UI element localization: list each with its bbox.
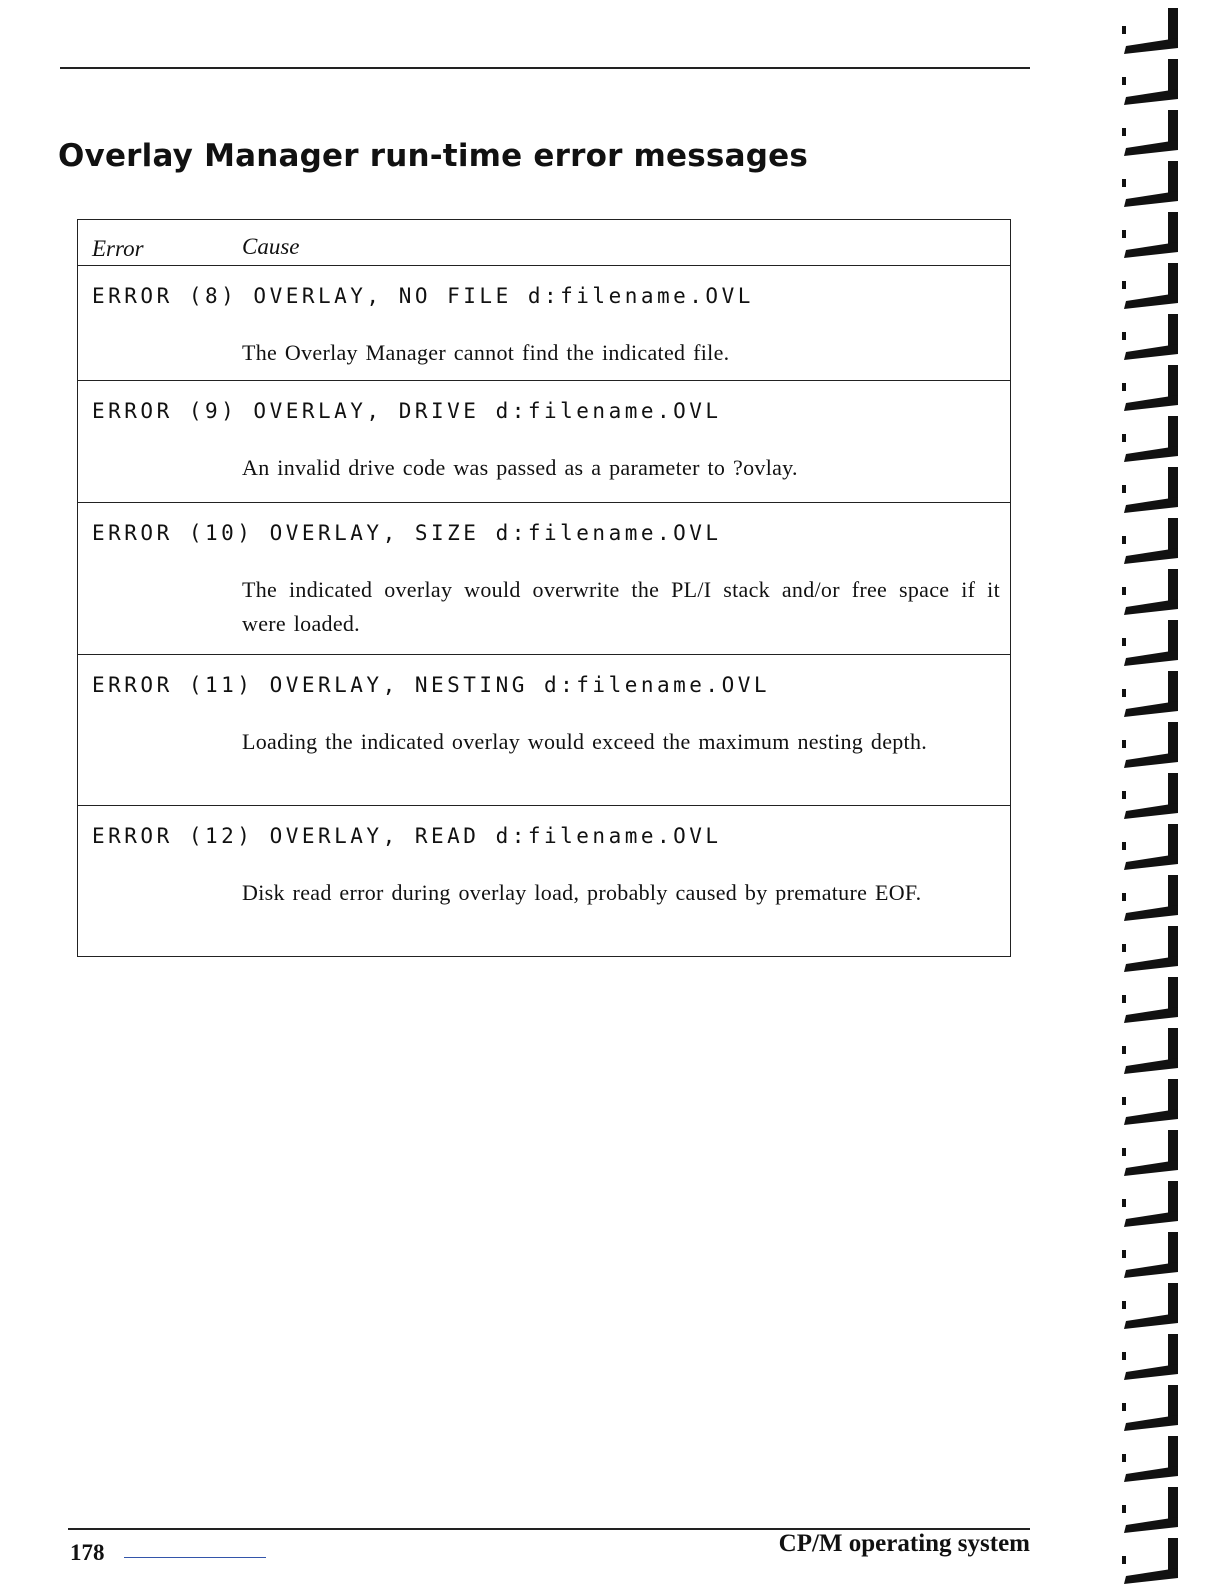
page-number-rule — [124, 1557, 266, 1558]
error-cause: An invalid drive code was passed as a parameter to ?ovlay. — [242, 455, 798, 480]
header-cause: Cause — [242, 234, 300, 259]
error-table — [77, 219, 1011, 957]
table-row — [78, 381, 1010, 503]
error-code: ERROR (12) OVERLAY, READ d:filename.OVL — [92, 824, 722, 848]
top-rule — [60, 67, 1030, 69]
error-cause: The indicated overlay would overwrite the PL/I stack and/or free space if it were loaded. — [242, 577, 1000, 636]
table-row — [78, 266, 1010, 381]
error-code: ERROR (10) OVERLAY, SIZE d:filename.OVL — [92, 521, 722, 545]
page-title: Overlay Manager run-time error messages — [58, 138, 808, 174]
table-row — [78, 655, 1010, 806]
error-cause: Disk read error during overlay load, probably caused by premature EOF. — [242, 880, 922, 905]
error-code: ERROR (8) OVERLAY, NO FILE d:filename.OVL — [92, 284, 754, 308]
error-code: ERROR (9) OVERLAY, DRIVE d:filename.OVL — [92, 399, 722, 423]
page-number: 178 — [70, 1540, 105, 1565]
table-header — [78, 220, 1010, 266]
table-row — [78, 503, 1010, 655]
error-cause: Loading the indicated overlay would exceed the maximum nesting depth. — [242, 729, 928, 754]
table-row — [78, 806, 1010, 956]
book-title: CP/M operating system — [778, 1530, 1030, 1557]
spiral-binding-icon — [1120, 0, 1224, 1584]
header-error: Error — [92, 236, 144, 261]
error-code: ERROR (11) OVERLAY, NESTING d:filename.OVL — [92, 673, 771, 697]
error-cause: The Overlay Manager cannot find the indicated file. — [242, 340, 730, 365]
